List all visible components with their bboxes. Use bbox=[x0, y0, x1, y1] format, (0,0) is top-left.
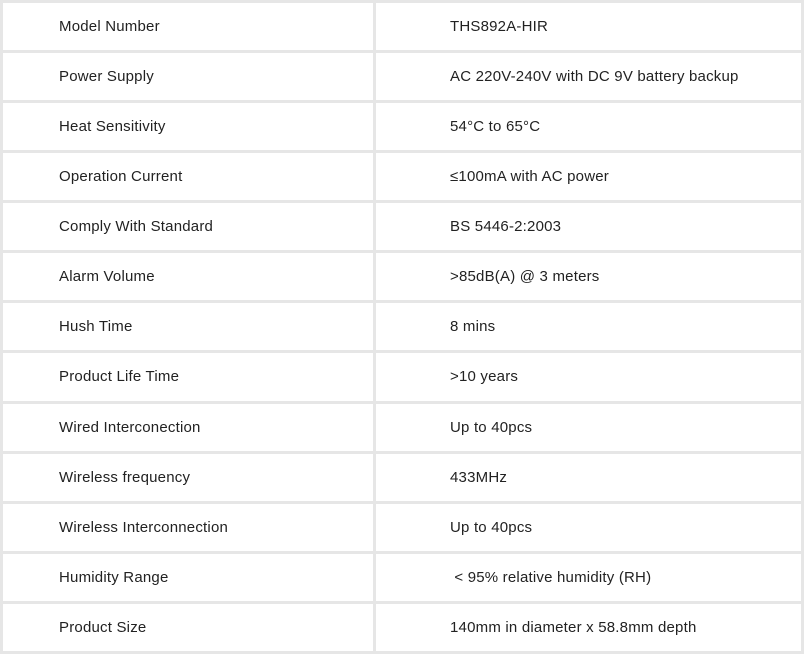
spec-label: Hush Time bbox=[3, 303, 373, 350]
spec-label: Model Number bbox=[3, 3, 373, 50]
spec-row-model-number bbox=[3, 3, 801, 50]
spec-value: < 95% relative humidity (RH) bbox=[376, 554, 801, 601]
spec-row-operation-current bbox=[3, 153, 801, 200]
spec-label: Heat Sensitivity bbox=[3, 103, 373, 150]
spec-value: 140mm in diameter x 58.8mm depth bbox=[376, 604, 801, 651]
spec-value: 8 mins bbox=[376, 303, 801, 350]
spec-value: BS 5446-2:2003 bbox=[376, 203, 801, 250]
spec-label: Comply With Standard bbox=[3, 203, 373, 250]
spec-label: Wireless frequency bbox=[3, 454, 373, 501]
spec-row-alarm-volume bbox=[3, 253, 801, 300]
spec-value: Up to 40pcs bbox=[376, 404, 801, 451]
spec-label: Alarm Volume bbox=[3, 253, 373, 300]
spec-label: Product Life Time bbox=[3, 353, 373, 400]
spec-value: Up to 40pcs bbox=[376, 504, 801, 551]
spec-value: >10 years bbox=[376, 353, 801, 400]
spec-value: 433MHz bbox=[376, 454, 801, 501]
spec-row-product-size bbox=[3, 604, 801, 651]
spec-row-wireless-frequency bbox=[3, 454, 801, 501]
spec-label: Power Supply bbox=[3, 53, 373, 100]
spec-row-power-supply bbox=[3, 53, 801, 100]
spec-row-heat-sensitivity bbox=[3, 103, 801, 150]
spec-label: Wired Interconection bbox=[3, 404, 373, 451]
spec-row-comply-with-standard bbox=[3, 203, 801, 250]
spec-row-wireless-interconnection bbox=[3, 504, 801, 551]
spec-label: Product Size bbox=[3, 604, 373, 651]
spec-label: Wireless Interconnection bbox=[3, 504, 373, 551]
spec-value: ≤100mA with AC power bbox=[376, 153, 801, 200]
spec-row-humidity-range bbox=[3, 554, 801, 601]
spec-value: THS892A-HIR bbox=[376, 3, 801, 50]
spec-value: >85dB(A) @ 3 meters bbox=[376, 253, 801, 300]
spec-label: Humidity Range bbox=[3, 554, 373, 601]
spec-label: Operation Current bbox=[3, 153, 373, 200]
spec-value: 54°C to 65°C bbox=[376, 103, 801, 150]
spec-value: AC 220V-240V with DC 9V battery backup bbox=[376, 53, 801, 100]
spec-row-product-life-time bbox=[3, 353, 801, 400]
spec-row-wired-interconnection bbox=[3, 404, 801, 451]
spec-row-hush-time bbox=[3, 303, 801, 350]
